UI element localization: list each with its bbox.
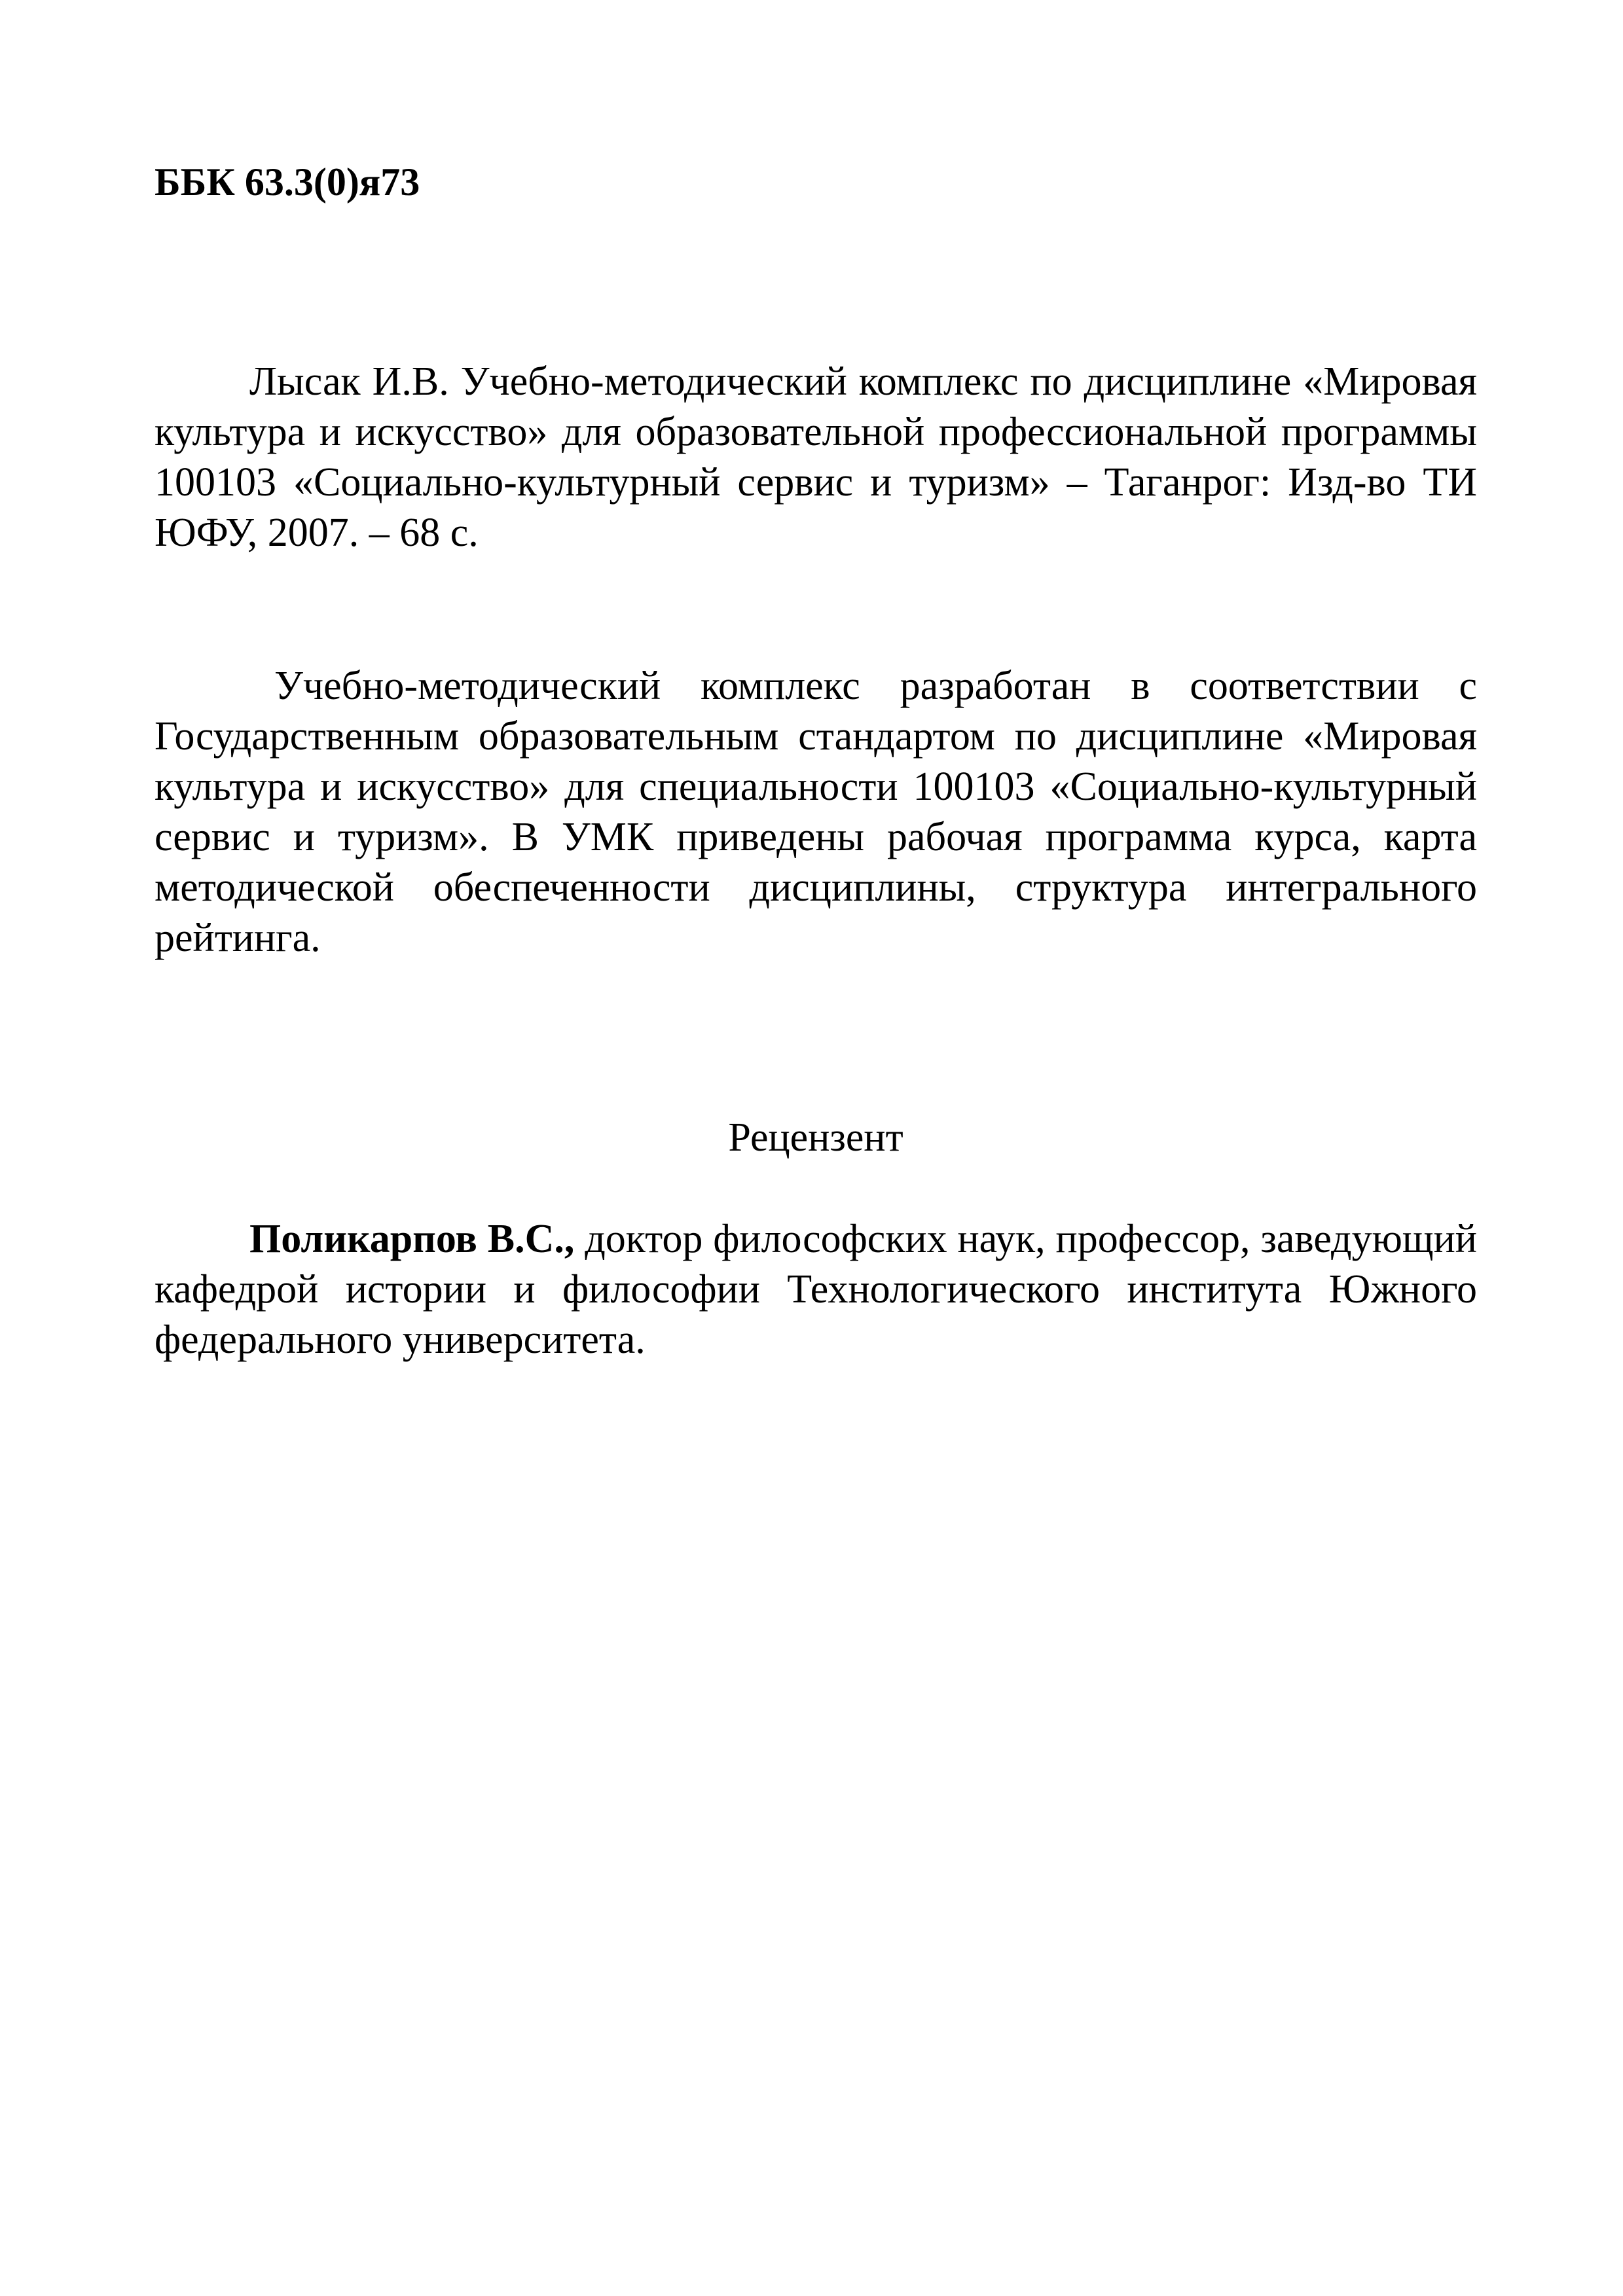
reviewer-paragraph — [155, 1214, 1477, 1365]
abstract-paragraph: Учебно-методический комплекс разработан в соответствии с Государственным образовательным стандартом по дисциплине «Мировая культура и искусство» для специальности 100103 «Социально-культурный сервис и туризм». В УМК приведены рабочая программа курса, карта методической обеспеченности дисциплины, структура интегрального рейтинга. — [155, 664, 1477, 960]
bibliographic-citation: Лысак И.В. Учебно-методический комплекс по дисциплине «Мировая культура и искусство» для образовательной профессиональной программы 100103 «Социально-культурный сервис и туризм» – Таганрог: Изд-во ТИ ЮФУ, 2007. – 68 с. — [155, 359, 1477, 555]
reviewer-heading: Рецензент — [728, 1115, 903, 1160]
reviewer-name: Поликарпов В.С., — [249, 1217, 575, 1261]
bbk-code: ББК 63.3(0)я73 — [155, 160, 420, 204]
reviewer-description: доктор философских наук, профессор, заведующий кафедрой истории и философии Технологического института Южного федерального университета. — [155, 1217, 1477, 1362]
